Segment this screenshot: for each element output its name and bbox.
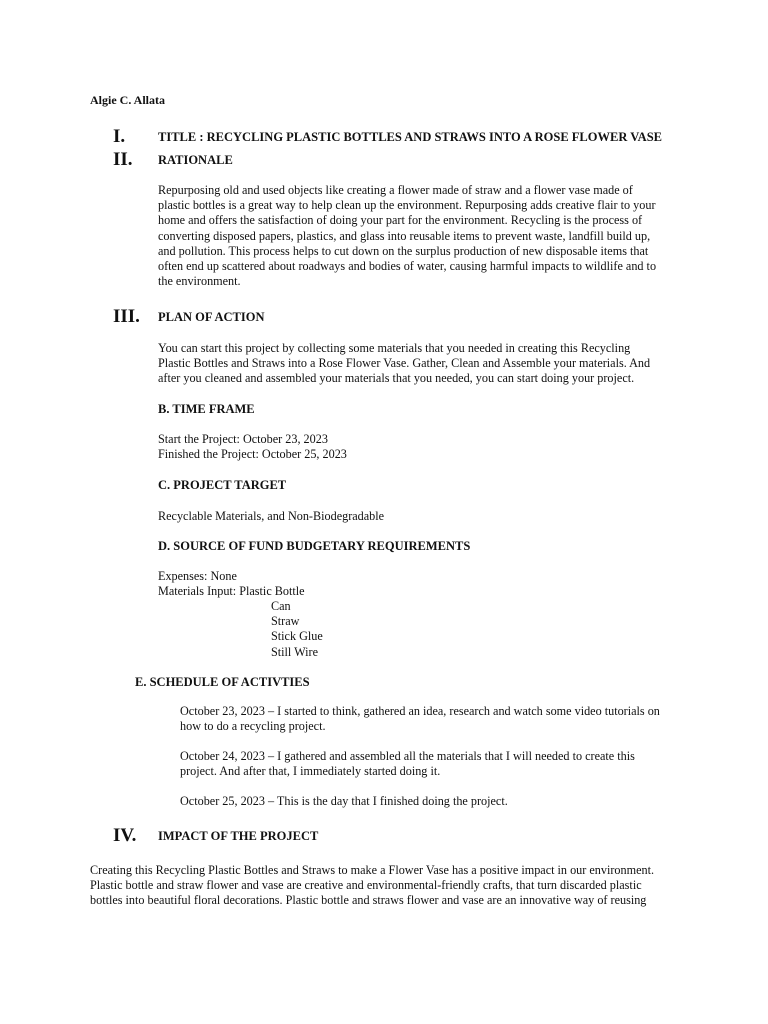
section-numeral-impact: IV. bbox=[113, 825, 137, 846]
rationale-paragraph bbox=[158, 183, 656, 289]
materials-list bbox=[271, 599, 323, 660]
paragraph-line: how to do a recycling project. bbox=[180, 719, 326, 734]
paragraph-line: project. And after that, I immediately started doing it. bbox=[180, 764, 441, 779]
section-numeral-rationale: II. bbox=[113, 149, 133, 170]
paragraph-line: often end up scattered about roadways and bodies of water, causing harmful impacts to wildlife and to bbox=[158, 259, 657, 274]
paragraph-line: Plastic bottle and straw flower and vase are creative and environmental-friendly crafts, that turn discarded plastic bbox=[90, 878, 642, 893]
schedule-entry bbox=[180, 704, 660, 734]
time-frame-heading: B. TIME FRAME bbox=[158, 402, 255, 416]
paragraph-line: home and offers the satisfaction of doing your part for the environment. Recycling is the process of bbox=[158, 213, 643, 228]
paragraph-line: the environment. bbox=[158, 274, 241, 289]
rationale-heading: RATIONALE bbox=[158, 153, 233, 167]
start-date: Start the Project: October 23, 2023 bbox=[158, 432, 328, 446]
schedule-entry bbox=[180, 749, 635, 779]
schedule-heading: E. SCHEDULE OF ACTIVTIES bbox=[135, 675, 310, 689]
material-item: Can bbox=[271, 599, 291, 613]
paragraph-line: bottles into beautiful floral decorations. Plastic bottle and straws flower and vase are an innovative way of reusing bbox=[90, 893, 647, 908]
paragraph-line: October 23, 2023 – I started to think, gathered an idea, research and watch some video tutorials on bbox=[180, 704, 660, 718]
material-item: Stick Glue bbox=[271, 629, 323, 644]
plan-heading: PLAN OF ACTION bbox=[158, 310, 265, 324]
plan-paragraph bbox=[158, 341, 650, 387]
paragraph-line: You can start this project by collecting some materials that you needed in creating this Recycling bbox=[158, 341, 631, 355]
time-frame-block bbox=[158, 432, 347, 462]
project-target-heading: C. PROJECT TARGET bbox=[158, 478, 287, 492]
impact-heading: IMPACT OF THE PROJECT bbox=[158, 829, 319, 843]
paragraph-line: after you cleaned and assembled your materials that you needed, you can start doing your project. bbox=[158, 371, 635, 386]
paragraph-line: Plastic Bottles and Straws into a Rose Flower Vase. Gather, Clean and Assemble your materials. And bbox=[158, 356, 651, 371]
fund-heading: D. SOURCE OF FUND BUDGETARY REQUIREMENTS bbox=[158, 539, 471, 553]
paragraph-line: Creating this Recycling Plastic Bottles and Straws to make a Flower Vase has a positive impact in our environment. bbox=[90, 863, 655, 877]
impact-paragraph bbox=[90, 863, 654, 909]
expenses-line: Expenses: None bbox=[158, 569, 237, 583]
paragraph-line: converting disposed papers, plastics, and glass into reusable items to prevent waste, landfill build up, bbox=[158, 228, 651, 243]
material-item: Straw bbox=[271, 614, 300, 629]
document-title bbox=[158, 130, 662, 145]
paragraph-line: Repurposing old and used objects like creating a flower made of straw and a flower vase made of bbox=[158, 183, 633, 197]
section-numeral-title: I. bbox=[113, 126, 126, 147]
author-name: Algie C. Allata bbox=[90, 93, 165, 107]
finish-date: Finished the Project: October 25, 2023 bbox=[158, 447, 347, 462]
section-numeral-plan: III. bbox=[113, 306, 140, 327]
title-label: TITLE : bbox=[158, 130, 204, 144]
title-text: RECYCLING PLASTIC BOTTLES AND STRAWS INTO A ROSE FLOWER VASE bbox=[206, 130, 662, 144]
schedule-entry bbox=[180, 794, 508, 809]
fund-block bbox=[158, 569, 305, 599]
paragraph-line: October 25, 2023 – This is the day that I finished doing the project. bbox=[180, 794, 508, 808]
paragraph-line: and pollution. This process helps to cut down on the surplus production of new disposable items that bbox=[158, 243, 649, 258]
project-target-text: Recyclable Materials, and Non-Biodegradable bbox=[158, 509, 385, 523]
material-item: Still Wire bbox=[271, 644, 319, 659]
paragraph-line: October 24, 2023 – I gathered and assembled all the materials that I will needed to create this bbox=[180, 749, 635, 763]
paragraph-line: plastic bottles is a great way to help clean up the environment. Repurposing adds creative flair to your bbox=[158, 198, 656, 213]
materials-input-line: Materials Input: Plastic Bottle bbox=[158, 584, 305, 599]
